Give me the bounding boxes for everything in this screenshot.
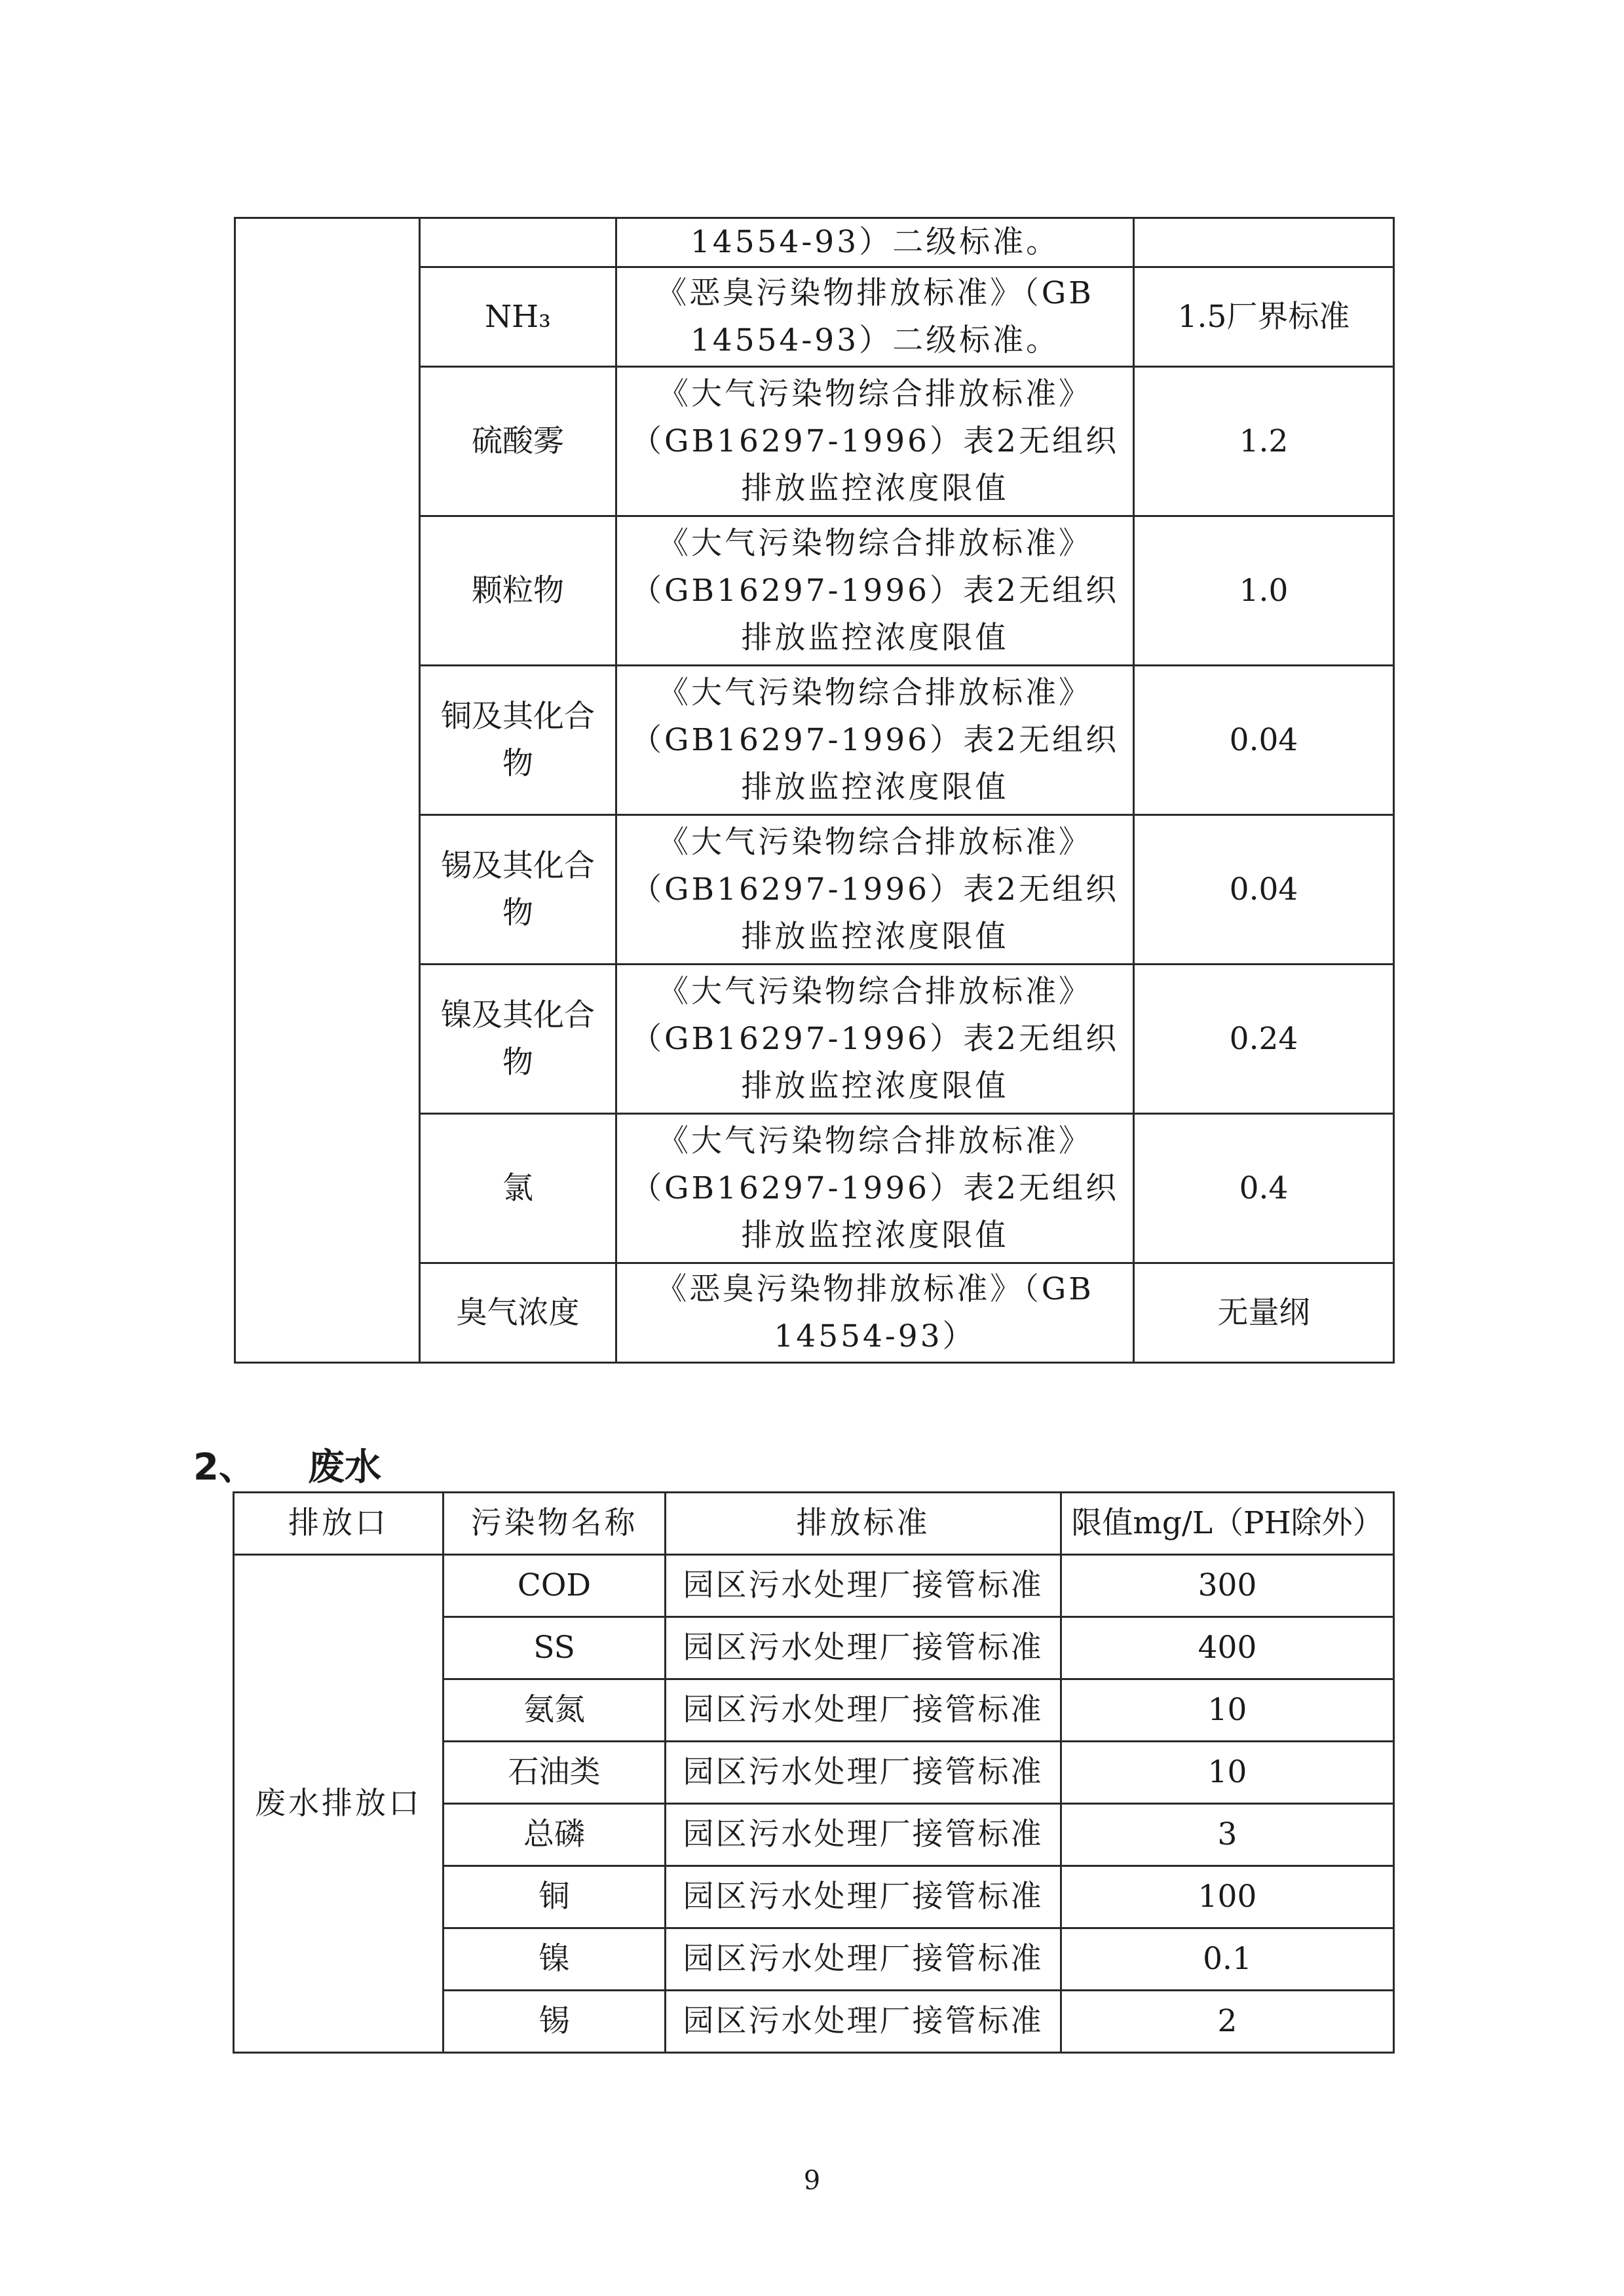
category-cell [235,218,420,1363]
table-header-row [234,1493,1394,1555]
standard-cell: 《大气污染物综合排放标准》（GB16297-1996）表2无组织排放监控浓度限值 [616,965,1134,1114]
pollutant-cell: 颗粒物 [420,516,616,666]
header-cell-standard: 排放标准 [666,1493,1061,1555]
header-cell-outlet: 排放口 [234,1493,444,1555]
limit-cell: 0.04 [1134,815,1394,965]
limit-cell: 0.1 [1061,1928,1394,1991]
standard-cell: 《大气污染物综合排放标准》（GB16297-1996）表2无组织排放监控浓度限值 [616,367,1134,516]
standard-cell: 园区污水处理厂接管标准 [666,1804,1061,1866]
pollutant-cell: 锡 [444,1991,666,2053]
limit-cell: 3 [1061,1804,1394,1866]
standard-cell: 园区污水处理厂接管标准 [666,1991,1061,2053]
outlet-cell: 废水排放口 [234,1555,444,2053]
pollutant-cell: SS [444,1617,666,1679]
pollutant-cell: COD [444,1555,666,1617]
header-cell-limit: 限值mg/L（PH除外） [1061,1493,1394,1555]
limit-cell: 300 [1061,1555,1394,1617]
wastewater-heading [193,1438,381,1491]
air-emission-table [234,217,1395,1364]
page-number: 9 [803,2166,821,2196]
standard-cell: 《大气污染物综合排放标准》（GB16297-1996）表2无组织排放监控浓度限值 [616,815,1134,965]
limit-cell: 400 [1061,1617,1394,1679]
pollutant-cell: 氨氮 [444,1679,666,1742]
limit-cell: 10 [1061,1679,1394,1742]
limit-cell: 1.2 [1134,367,1394,516]
limit-cell: 100 [1061,1866,1394,1928]
table-row [234,1555,1394,1617]
pollutant-cell: 硫酸雾 [420,367,616,516]
standard-cell: 园区污水处理厂接管标准 [666,1742,1061,1804]
pollutant-cell: 铜及其化合物 [420,666,616,815]
standard-cell: 《大气污染物综合排放标准》（GB16297-1996）表2无组织排放监控浓度限值 [616,516,1134,666]
standard-cell: 14554-93）二级标准。 [616,218,1134,267]
standard-cell: 《大气污染物综合排放标准》（GB16297-1996）表2无组织排放监控浓度限值 [616,1114,1134,1263]
standard-cell: 《恶臭污染物排放标准》（GB 14554-93） [616,1263,1134,1363]
limit-cell: 0.04 [1134,666,1394,815]
standard-cell: 园区污水处理厂接管标准 [666,1555,1061,1617]
limit-cell: 10 [1061,1742,1394,1804]
limit-cell: 1.5厂界标准 [1134,267,1394,367]
pollutant-cell: 锡及其化合物 [420,815,616,965]
standard-cell: 园区污水处理厂接管标准 [666,1679,1061,1742]
limit-cell: 无量纲 [1134,1263,1394,1363]
standard-cell: 《恶臭污染物排放标准》（GB 14554-93）二级标准。 [616,267,1134,367]
limit-cell: 1.0 [1134,516,1394,666]
pollutant-cell: 镍 [444,1928,666,1991]
pollutant-cell: NH₃ [420,267,616,367]
pollutant-cell: 氯 [420,1114,616,1263]
standard-cell: 园区污水处理厂接管标准 [666,1928,1061,1991]
pollutant-cell [420,218,616,267]
standard-cell: 《大气污染物综合排放标准》（GB16297-1996）表2无组织排放监控浓度限值 [616,666,1134,815]
section-number: 2、 [193,1446,255,1489]
pollutant-cell: 总磷 [444,1804,666,1866]
standard-cell: 园区污水处理厂接管标准 [666,1866,1061,1928]
limit-cell: 0.4 [1134,1114,1394,1263]
section-title: 废水 [308,1446,381,1489]
table-row [235,218,1394,267]
limit-cell: 2 [1061,1991,1394,2053]
header-cell-pollutant: 污染物名称 [444,1493,666,1555]
pollutant-cell: 臭气浓度 [420,1263,616,1363]
limit-cell: 0.24 [1134,965,1394,1114]
limit-cell [1134,218,1394,267]
standard-cell: 园区污水处理厂接管标准 [666,1617,1061,1679]
pollutant-cell: 铜 [444,1866,666,1928]
pollutant-cell: 石油类 [444,1742,666,1804]
pollutant-cell: 镍及其化合物 [420,965,616,1114]
wastewater-table [233,1491,1395,2054]
